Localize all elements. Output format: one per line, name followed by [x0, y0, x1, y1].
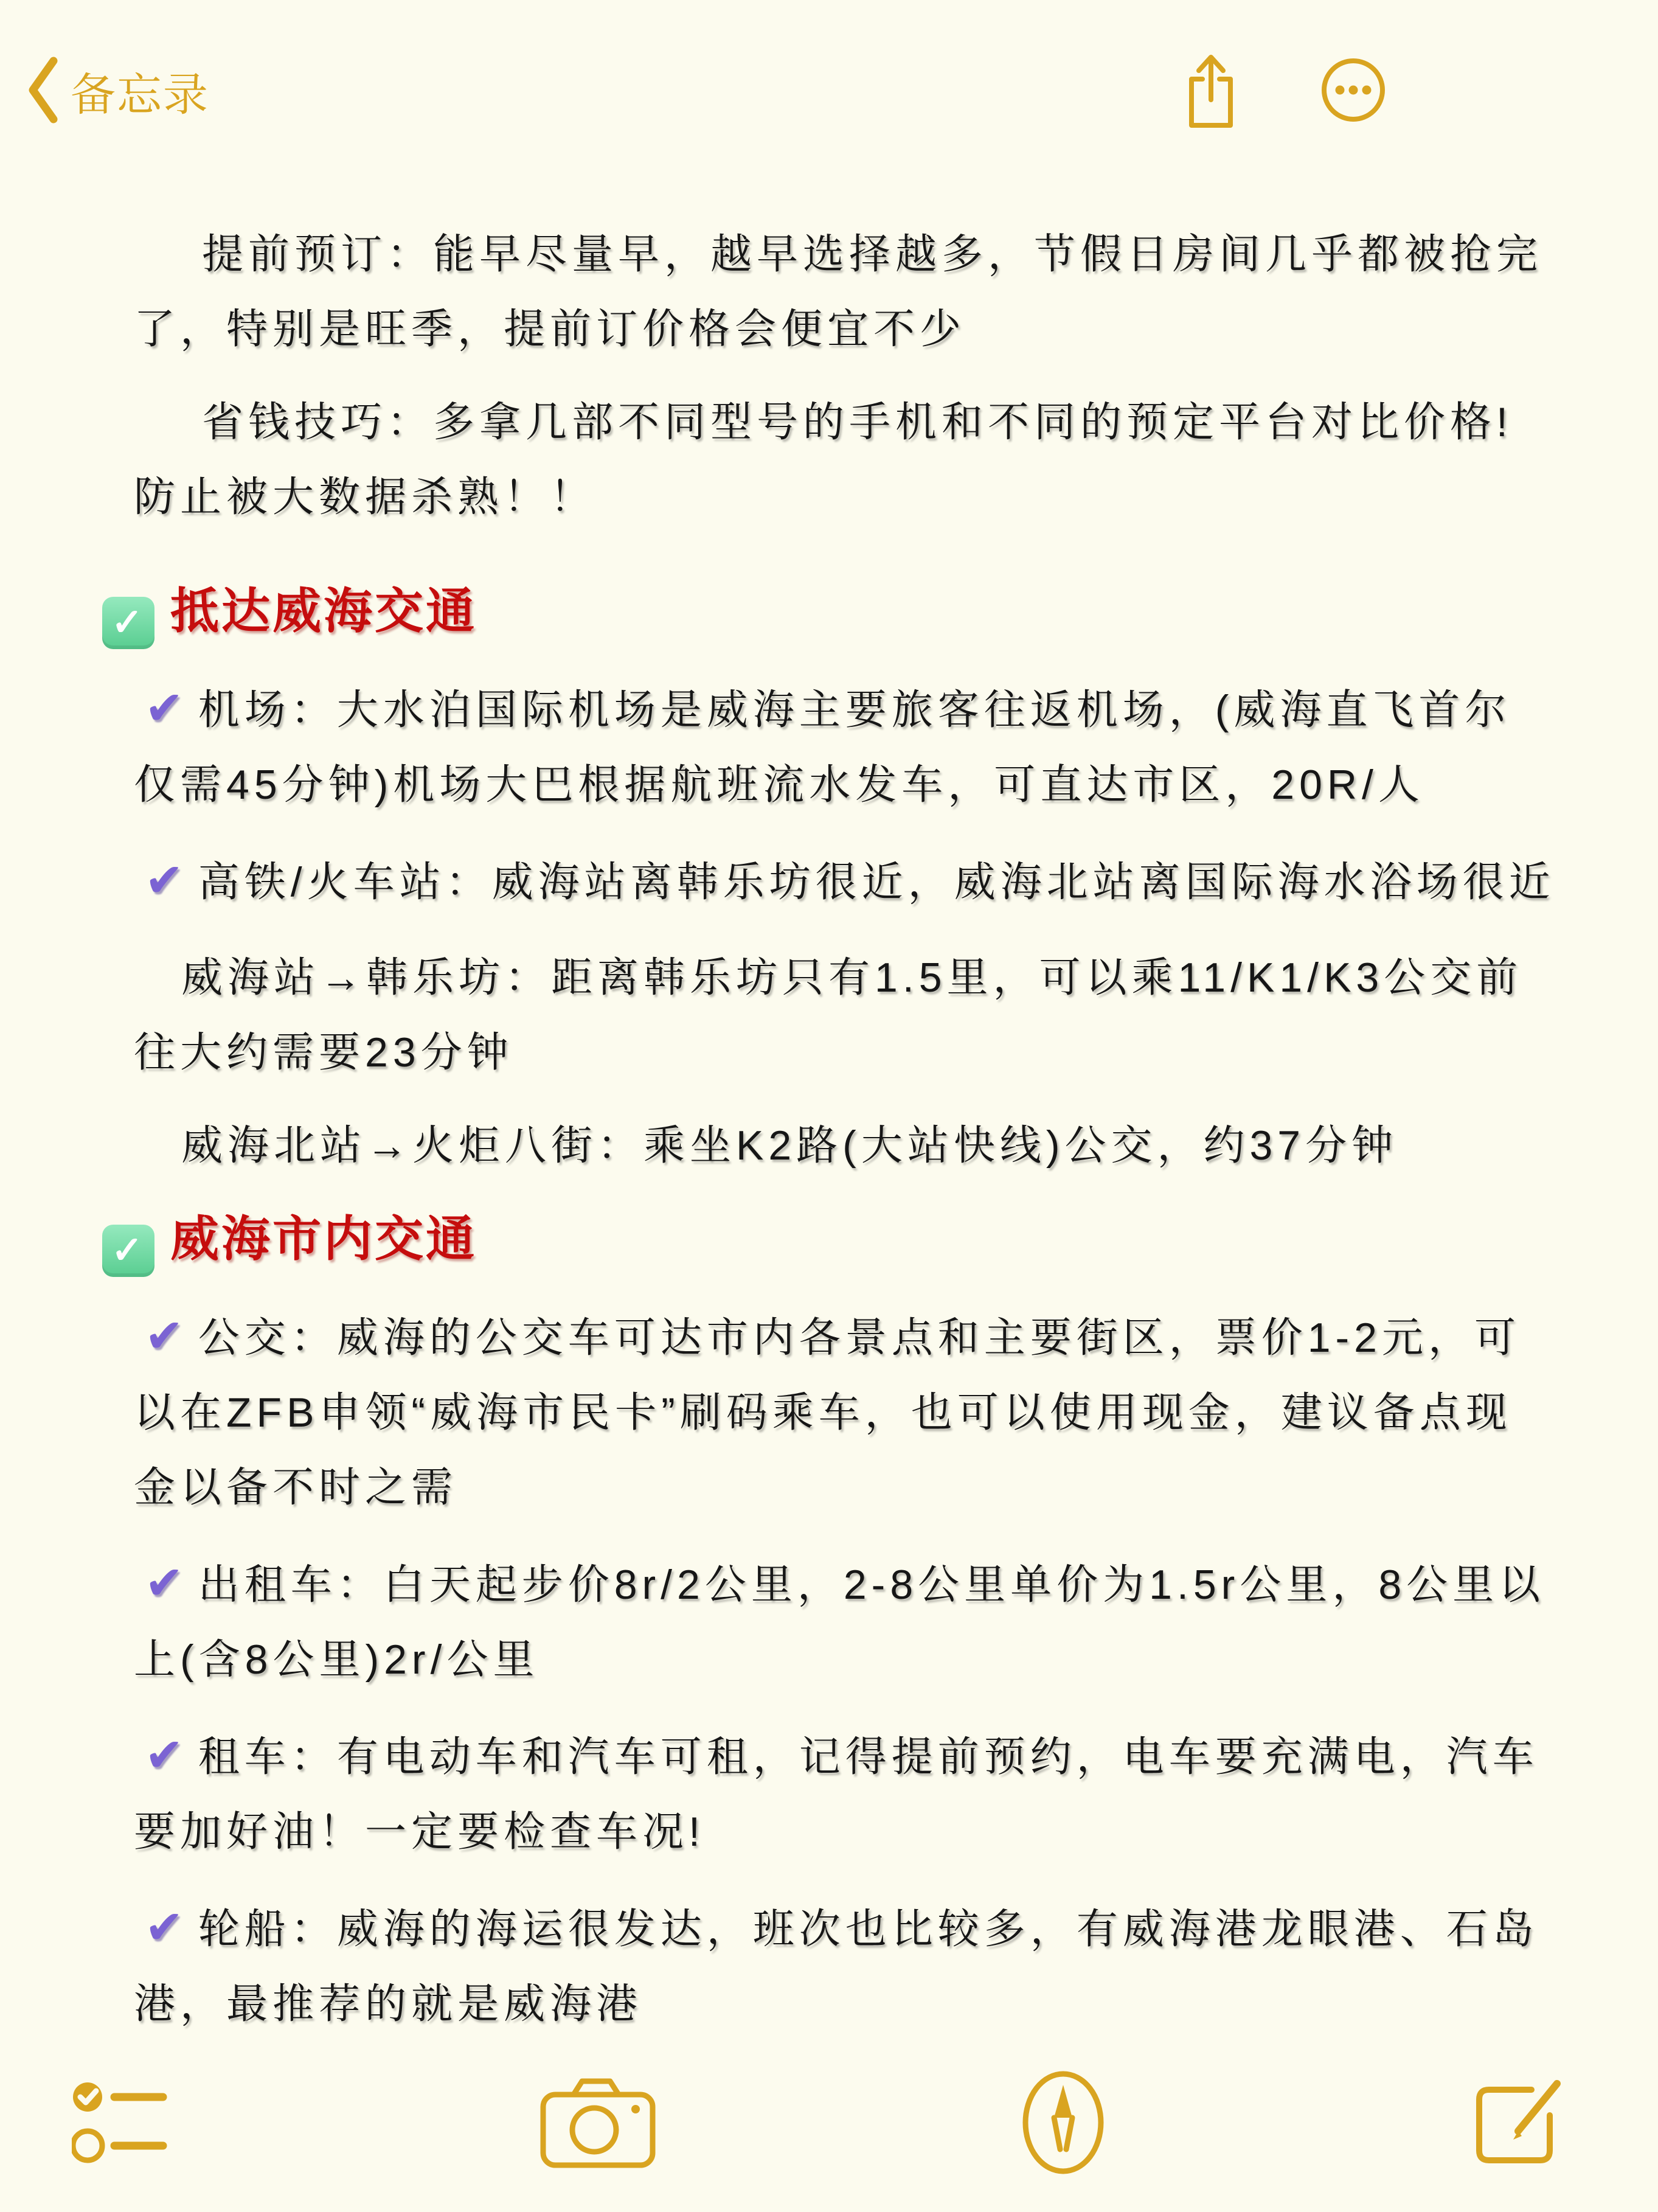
compose-icon: [1467, 2073, 1567, 2175]
check-item: [134, 843, 1556, 920]
purple-checkmark-icon: ✔: [145, 1557, 189, 1609]
checklist-icon: [72, 2076, 179, 2172]
ellipsis-icon: [1319, 56, 1387, 127]
markup-pen-icon: [1018, 2070, 1109, 2178]
check-item-text: 轮船：威海的海运很发达，班次也比较多，有威海港龙眼港、石岛港，最推荐的就是威海港: [134, 1906, 1539, 2027]
check-item: [134, 1299, 1556, 1525]
share-icon: [1182, 50, 1240, 133]
compose-button[interactable]: [1467, 2073, 1567, 2175]
purple-checkmark-icon: ✔: [145, 855, 189, 906]
paragraph: 提前预订：能早尽量早，越早选择越多，节假日房间几乎都被抢完了，特别是旺季，提前订价格会便宜不少: [134, 231, 1543, 352]
back-label: 备忘录: [71, 69, 209, 120]
section-header: [102, 574, 1556, 649]
check-item-text: 租车：有电动车和汽车可租，记得提前预约，电车要充满电，汽车要加好油！一定要检查车况!: [134, 1734, 1539, 1855]
purple-checkmark-icon: ✔: [145, 1902, 189, 1953]
check-item-text: 公交：威海的公交车可达市内各景点和主要街区，票价1-2元，可以在ZFB申领“威海市民卡”刷码乘车，也可以使用现金，建议备点现金以备不时之需: [134, 1315, 1521, 1511]
section-header-label: 抵达威海交通: [170, 584, 477, 638]
section-header: [102, 1202, 1556, 1277]
back-button[interactable]: [26, 56, 209, 127]
navigation-bar: [0, 0, 1658, 158]
purple-checkmark-icon: ✔: [145, 1730, 189, 1781]
sub-paragraph: 威海北站→火炬八街：乘坐K2路(大站快线)公交，约37分钟: [181, 1122, 1398, 1169]
check-item-text: 高铁/火车站：威海站离韩乐坊很近，威海北站离国际海水浴场很近: [198, 859, 1555, 905]
markup-button[interactable]: [1018, 2070, 1109, 2178]
purple-checkmark-icon: ✔: [145, 1310, 189, 1362]
purple-checkmark-icon: ✔: [145, 683, 189, 734]
chevron-left-icon: [26, 56, 61, 127]
bottom-toolbar: [0, 2069, 1658, 2212]
green-checkbox-icon: ✓: [102, 1225, 154, 1277]
camera-icon: [537, 2074, 659, 2174]
checklist-button[interactable]: [72, 2076, 179, 2172]
check-item: [134, 1718, 1556, 1869]
check-item-text: 机场：大水泊国际机场是威海主要旅客往返机场，(威海直飞首尔仅需45分钟)机场大巴根据航班流水发车，可直达市区，20R/人: [134, 687, 1511, 808]
note-editor[interactable]: [0, 179, 1658, 2066]
section-header-label: 威海市内交通: [170, 1212, 477, 1266]
paragraph: 省钱技巧：多拿几部不同型号的手机和不同的预定平台对比价格!防止被大数据杀熟！！: [134, 399, 1513, 520]
check-item: [134, 1546, 1556, 1697]
camera-button[interactable]: [537, 2074, 659, 2174]
sub-paragraph: 威海站→韩乐坊：距离韩乐坊只有1.5里，可以乘11/K1/K3公交前往大约需要23分钟: [134, 955, 1523, 1076]
more-button[interactable]: [1319, 56, 1387, 127]
share-button[interactable]: [1182, 50, 1240, 133]
check-item: [134, 1890, 1556, 2042]
check-item-text: 出租车：白天起步价8r/2公里，2-8公里单价为1.5r公里，8公里以上(含8公里)2r/公里: [134, 1562, 1545, 1683]
green-checkbox-icon: ✓: [102, 597, 154, 649]
check-item: [134, 671, 1556, 823]
